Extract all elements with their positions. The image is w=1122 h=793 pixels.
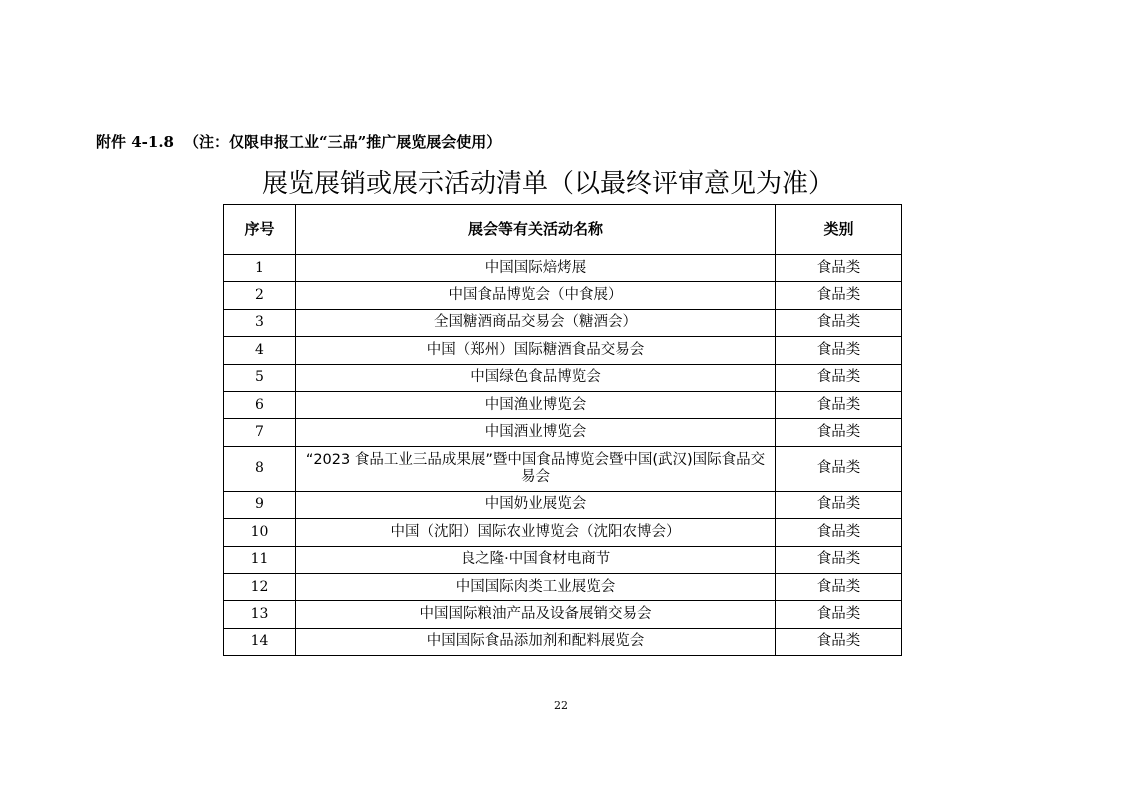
row-category: 食品类 [776, 391, 902, 418]
row-no: 14 [224, 628, 296, 655]
table-row [224, 391, 902, 418]
table-row [224, 419, 902, 446]
row-name: 中国奶业展览会 [296, 491, 776, 518]
row-name: 中国渔业博览会 [296, 391, 776, 418]
row-no: 2 [224, 282, 296, 309]
row-name: 中国（郑州）国际糖酒食品交易会 [296, 337, 776, 364]
table-row [224, 337, 902, 364]
table-row [224, 282, 902, 309]
row-name: 中国酒业博览会 [296, 419, 776, 446]
row-no: 9 [224, 491, 296, 518]
row-name: 中国国际食品添加剂和配料展览会 [296, 628, 776, 655]
row-name: 中国国际粮油产品及设备展销交易会 [296, 601, 776, 628]
table-row [224, 446, 902, 491]
row-category: 食品类 [776, 282, 902, 309]
row-no: 3 [224, 309, 296, 336]
header-category: 类别 [776, 205, 902, 255]
header-no: 序号 [224, 205, 296, 255]
row-no: 12 [224, 573, 296, 600]
row-name: 中国（沈阳）国际农业博览会（沈阳农博会） [296, 519, 776, 546]
row-no: 6 [224, 391, 296, 418]
row-no: 7 [224, 419, 296, 446]
activity-table [223, 204, 902, 656]
usage-note: （注：仅限申报工业“三品”推广展览展会使用） [183, 133, 502, 151]
row-name: 中国绿色食品博览会 [296, 364, 776, 391]
row-category: 食品类 [776, 446, 902, 491]
row-no: 10 [224, 519, 296, 546]
attachment-note [96, 131, 501, 152]
row-category: 食品类 [776, 364, 902, 391]
table-row [224, 491, 902, 518]
row-no: 11 [224, 546, 296, 573]
document-title: 展览展销或展示活动清单（以最终评审意见为准） [261, 169, 834, 199]
row-name: 中国国际焙烤展 [296, 255, 776, 282]
table-row [224, 601, 902, 628]
row-no: 8 [224, 446, 296, 491]
row-no: 4 [224, 337, 296, 364]
page-number: 22 [554, 699, 568, 712]
table-row [224, 309, 902, 336]
table-row [224, 519, 902, 546]
row-name: 中国食品博览会（中食展） [296, 282, 776, 309]
row-category: 食品类 [776, 546, 902, 573]
row-category: 食品类 [776, 573, 902, 600]
row-name [296, 446, 776, 491]
row-category: 食品类 [776, 628, 902, 655]
row-no: 1 [224, 255, 296, 282]
row-category: 食品类 [776, 491, 902, 518]
row-category: 食品类 [776, 337, 902, 364]
attachment-label: 附件 4-1.8 [96, 133, 174, 151]
row-name: 中国国际肉类工业展览会 [296, 573, 776, 600]
row-category: 食品类 [776, 601, 902, 628]
row-category: 食品类 [776, 519, 902, 546]
table-row [224, 546, 902, 573]
row-category: 食品类 [776, 419, 902, 446]
row-name-text: “2023 食品工业三品成果展”暨中国食品博览会暨中国(武汉)国际食品交易会 [305, 451, 766, 485]
table-row [224, 628, 902, 655]
table-row [224, 573, 902, 600]
row-category: 食品类 [776, 255, 902, 282]
row-category: 食品类 [776, 309, 902, 336]
header-name: 展会等有关活动名称 [296, 205, 776, 255]
table-row [224, 255, 902, 282]
row-name: 全国糖酒商品交易会（糖酒会） [296, 309, 776, 336]
row-no: 5 [224, 364, 296, 391]
table-row [224, 364, 902, 391]
row-no: 13 [224, 601, 296, 628]
row-name: 良之隆·中国食材电商节 [296, 546, 776, 573]
